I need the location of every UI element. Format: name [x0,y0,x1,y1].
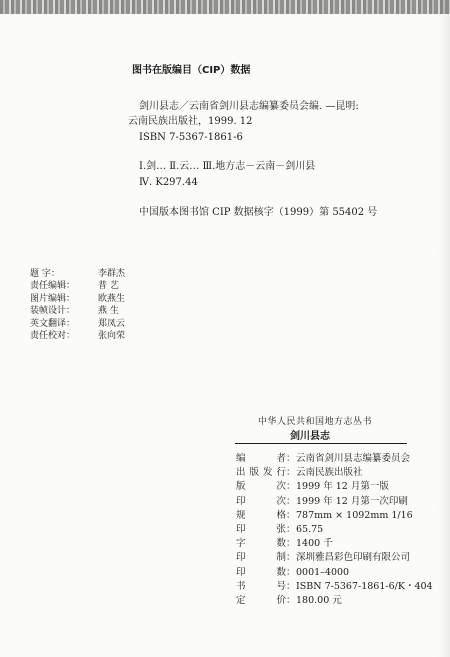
publication-colon: ： [286,595,296,607]
publication-colon: ： [286,552,296,564]
publication-row [236,466,433,480]
publication-row [236,537,433,551]
credit-name: 普 艺 [98,281,119,292]
publication-value: 0001–4000 [296,566,350,578]
publication-row [236,495,433,509]
credit-role: 图片编辑： [30,293,76,304]
publication-key: 出 版 发 行 [236,467,286,479]
publication-key: 印 制 [236,552,286,564]
publication-key: 版 次 [236,481,286,493]
publication-row [236,551,433,565]
publication-key: 字 数 [236,538,286,550]
publication-colon: ： [286,509,296,521]
publication-value: 180.00 元 [296,595,342,607]
cip-verify: 中国版本图书馆 CIP 数据核字（1999）第 55402 号 [139,206,378,218]
credits-list [30,268,125,342]
publication-colon: ： [286,580,296,592]
publication-colon: ： [286,495,296,507]
credit-row [30,330,125,342]
series-title: 中华人民共和国地方志丛书 [258,417,373,427]
cip-entry-line2: 云南民族出版社，1999. 12 [128,116,253,128]
publication-row [236,480,433,494]
publication-value: 1999 年 12 月第一次印刷 [296,495,408,507]
publication-key: 印 张 [236,524,286,536]
publication-value: 云南民族出版社 [296,467,363,479]
publication-colon: ： [286,524,296,536]
scan-edge-right [438,0,450,657]
credit-role: 装帧设计： [30,306,76,317]
publication-value: 65.75 [296,524,324,536]
publication-value: 云南省剑川县志编纂委员会 [296,453,411,464]
credit-row [30,280,125,292]
credit-role: 英文翻译： [30,318,76,329]
publication-value: 1999 年 12 月第一版 [296,481,389,493]
cip-subjects-line1: Ⅰ.剑… Ⅱ.云… Ⅲ.地方志－云南－剑川县 [139,161,316,173]
publication-key: 印 数 [236,566,286,578]
credit-name: 李群杰 [98,269,126,279]
credit-row [30,293,125,305]
publication-row [236,523,433,537]
publication-value: 787mm × 1092mm 1/16 [296,509,413,521]
credit-name: 郑凤云 [98,318,126,329]
book-title: 剑川县志 [290,431,330,442]
credit-role: 责任编辑： [30,281,76,292]
publication-colon: ： [286,453,296,464]
cip-entry-line1: 剑川县志／云南省剑川县志编纂委员会编. —昆明: [139,100,359,112]
cip-heading: 图书在版编目（CIP）数据 [132,65,251,76]
publication-key: 规 格 [236,509,286,521]
publication-row [236,580,433,594]
publication-key: 书 号 [236,580,286,592]
publication-table [236,452,433,608]
publication-row [236,594,433,608]
publication-value: 1400 千 [296,538,333,550]
publication-value: ISBN 7-5367-1861-6/K・404 [296,580,433,592]
cip-subjects-line2: Ⅳ. K297.44 [139,176,198,188]
publication-key: 编 者 [236,453,286,464]
credit-name: 燕 生 [98,306,119,317]
publication-value: 深圳雅昌彩色印刷有限公司 [296,552,411,564]
publication-row [236,509,433,523]
publication-row [236,566,433,580]
credit-row [30,318,125,330]
cip-isbn: ISBN 7-5367-1861-6 [139,131,243,143]
credit-role: 责任校对： [30,331,76,342]
publication-colon: ： [286,538,296,550]
credit-name: 欧燕生 [98,293,126,304]
scan-edge-top [0,0,450,14]
credit-role: 题 字： [30,269,60,279]
publication-colon: ： [286,467,296,479]
publication-key: 印 次 [236,495,286,507]
credit-row [30,305,125,317]
publication-row [236,452,433,466]
divider-rule [235,443,407,444]
publication-colon: ： [286,481,296,493]
cip-block [128,63,428,220]
credit-name: 张向荣 [98,331,126,342]
credit-row [30,268,125,280]
publication-key: 定 价 [236,595,286,607]
publication-colon: ： [286,566,296,578]
